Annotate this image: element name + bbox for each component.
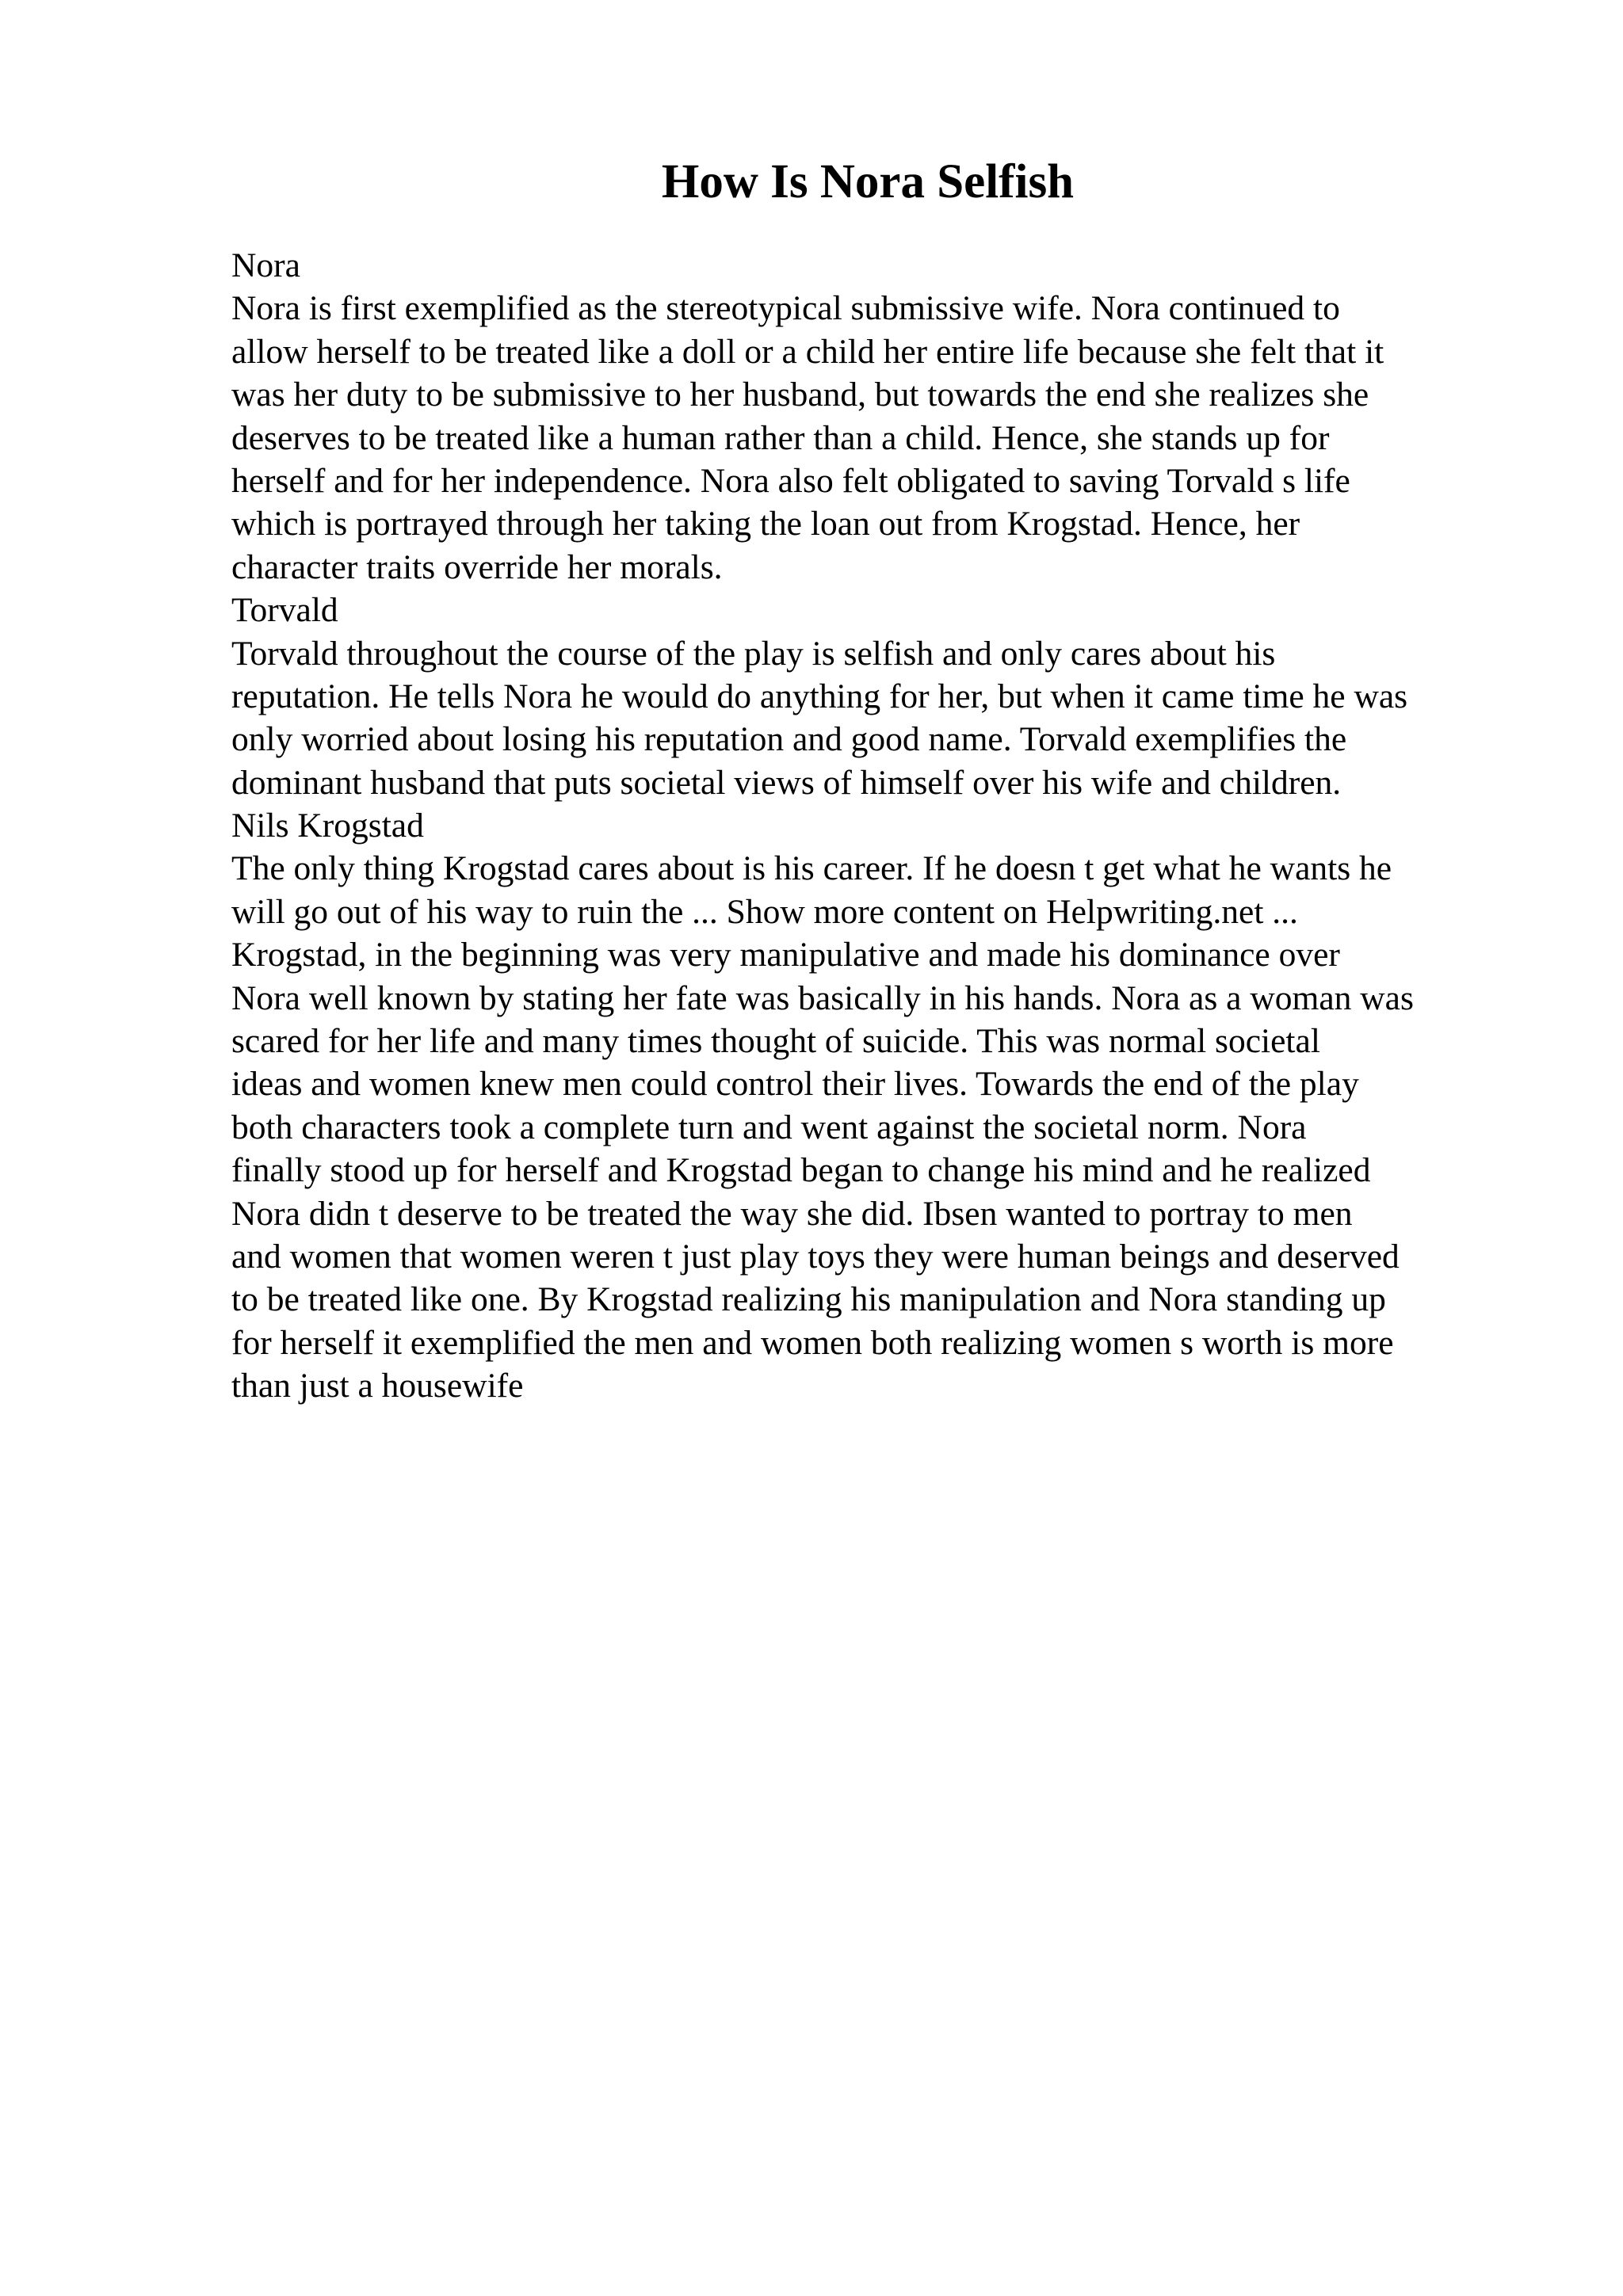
document-title: How Is Nora Selfish: [661, 155, 1075, 208]
text-line: character traits override her morals.: [231, 547, 723, 586]
text-line: which is portrayed through her taking the loan out from Krogstad. Hence, her: [231, 505, 1300, 543]
text-line: for herself it exemplified the men and women both realizing women s worth is more: [231, 1323, 1394, 1362]
text-line: deserves to be treated like a human rather than a child. Hence, she stands up for: [231, 418, 1330, 457]
text-line: Nora well known by stating her fate was basically in his hands. Nora as a woman was: [231, 978, 1414, 1017]
section-heading-torvald: Torvald: [231, 591, 338, 630]
text-line: dominant husband that puts societal views of himself over his wife and children.: [231, 763, 1342, 802]
text-line: reputation. He tells Nora he would do anything for her, but when it came time he was: [231, 677, 1408, 715]
text-line: herself and for her independence. Nora also felt obligated to saving Torvald s life: [231, 461, 1350, 500]
text-line: Krogstad, in the beginning was very manipulative and made his dominance over: [231, 936, 1340, 974]
document-body: [231, 244, 1594, 1408]
text-line: ideas and women knew men could control their lives. Towards the end of the play: [231, 1065, 1359, 1104]
text-line: was her duty to be submissive to her husband, but towards the end she realizes she: [231, 376, 1369, 414]
section-heading-nils-krogstad: Nils Krogstad: [231, 807, 424, 845]
text-line: finally stood up for herself and Krogstad began to change his mind and he realized: [231, 1151, 1371, 1190]
text-line: and women that women weren t just play toys they were human beings and deserved: [231, 1237, 1400, 1276]
text-line: will go out of his way to ruin the ... Show more content on Helpwriting.net ...: [231, 892, 1298, 931]
section-heading-nora: Nora: [231, 246, 300, 284]
text-line: Torvald throughout the course of the play is selfish and only cares about his: [231, 634, 1276, 673]
text-line: The only thing Krogstad cares about is his career. If he doesn t get what he wants he: [231, 849, 1392, 888]
text-line: scared for her life and many times thought of suicide. This was normal societal: [231, 1022, 1320, 1061]
text-line: only worried about losing his reputation and good name. Torvald exemplifies the: [231, 720, 1347, 759]
text-line: than just a housewife: [231, 1367, 524, 1405]
text-line: Nora didn t deserve to be treated the way she did. Ibsen wanted to portray to men: [231, 1194, 1353, 1233]
text-line: to be treated like one. By Krogstad realizing his manipulation and Nora standing up: [231, 1280, 1386, 1319]
text-line: both characters took a complete turn and went against the societal norm. Nora: [231, 1108, 1307, 1146]
text-line: Nora is first exemplified as the stereotypical submissive wife. Nora continued to: [231, 289, 1340, 328]
text-line: allow herself to be treated like a doll or a child her entire life because she felt that it: [231, 332, 1384, 371]
